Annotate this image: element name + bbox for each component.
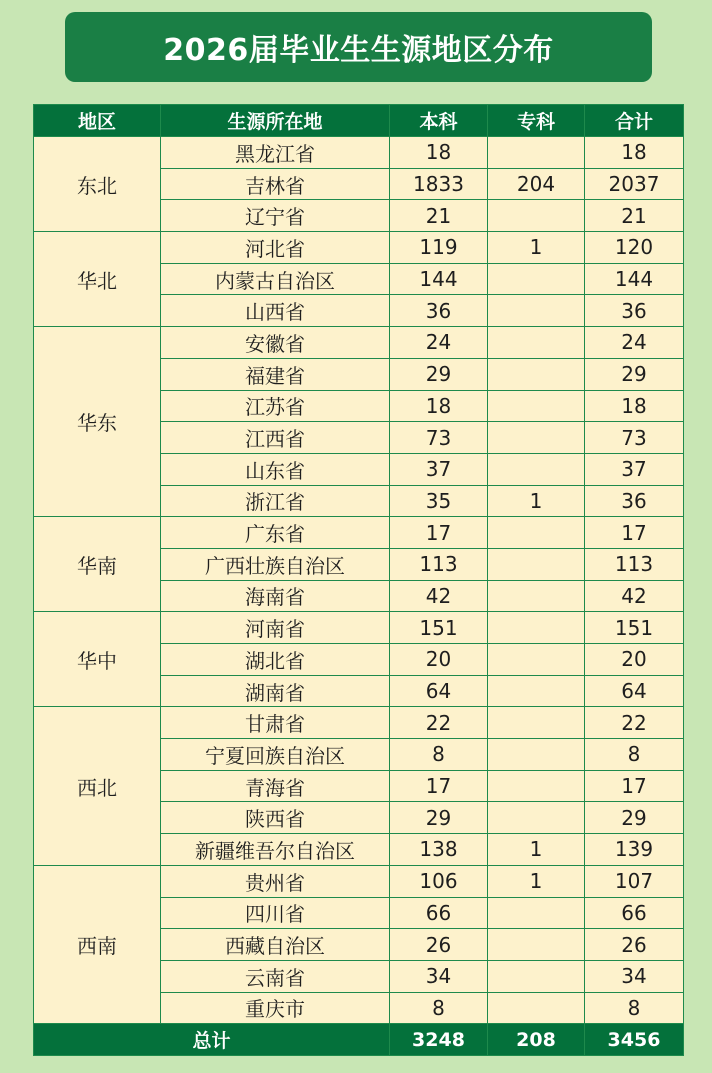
total-cell: 18 [585, 137, 684, 169]
place-cell: 陕西省 [161, 802, 390, 834]
header-region: 地区 [34, 105, 161, 137]
place-cell: 黑龙江省 [161, 137, 390, 169]
place-cell: 贵州省 [161, 865, 390, 897]
junior-college-cell [488, 327, 585, 359]
undergraduate-cell: 35 [390, 485, 488, 517]
total-cell: 34 [585, 960, 684, 992]
undergraduate-cell: 144 [390, 263, 488, 295]
footer-undergraduate: 3248 [390, 1024, 488, 1056]
junior-college-cell [488, 675, 585, 707]
total-cell: 17 [585, 517, 684, 549]
region-cell: 华南 [34, 517, 161, 612]
total-cell: 8 [585, 739, 684, 771]
place-cell: 江苏省 [161, 390, 390, 422]
undergraduate-cell: 36 [390, 295, 488, 327]
region-cell: 东北 [34, 137, 161, 232]
total-cell: 36 [585, 295, 684, 327]
undergraduate-cell: 37 [390, 453, 488, 485]
region-cell: 西南 [34, 865, 161, 1023]
junior-college-cell: 1 [488, 232, 585, 264]
place-cell: 西藏自治区 [161, 929, 390, 961]
total-cell: 21 [585, 200, 684, 232]
total-cell: 73 [585, 422, 684, 454]
place-cell: 辽宁省 [161, 200, 390, 232]
undergraduate-cell: 21 [390, 200, 488, 232]
footer-label: 总计 [34, 1024, 390, 1056]
junior-college-cell [488, 612, 585, 644]
junior-college-cell [488, 358, 585, 390]
footer-row [34, 1024, 684, 1056]
place-cell: 云南省 [161, 960, 390, 992]
place-cell: 四川省 [161, 897, 390, 929]
junior-college-cell [488, 200, 585, 232]
place-cell: 湖北省 [161, 644, 390, 676]
header-place: 生源所在地 [161, 105, 390, 137]
undergraduate-cell: 29 [390, 802, 488, 834]
region-cell: 华北 [34, 232, 161, 327]
place-cell: 内蒙古自治区 [161, 263, 390, 295]
junior-college-cell [488, 548, 585, 580]
junior-college-cell [488, 517, 585, 549]
table-row [34, 517, 684, 549]
total-cell: 22 [585, 707, 684, 739]
header-junior-college: 专科 [488, 105, 585, 137]
junior-college-cell [488, 929, 585, 961]
undergraduate-cell: 17 [390, 517, 488, 549]
undergraduate-cell: 119 [390, 232, 488, 264]
header-total: 合计 [585, 105, 684, 137]
junior-college-cell: 1 [488, 485, 585, 517]
total-cell: 144 [585, 263, 684, 295]
total-cell: 66 [585, 897, 684, 929]
place-cell: 河北省 [161, 232, 390, 264]
total-cell: 2037 [585, 168, 684, 200]
junior-college-cell [488, 422, 585, 454]
junior-college-cell [488, 295, 585, 327]
table-row [34, 612, 684, 644]
place-cell: 新疆维吾尔自治区 [161, 834, 390, 866]
total-cell: 36 [585, 485, 684, 517]
total-cell: 8 [585, 992, 684, 1024]
total-cell: 42 [585, 580, 684, 612]
footer-junior-college: 208 [488, 1024, 585, 1056]
undergraduate-cell: 17 [390, 770, 488, 802]
junior-college-cell: 204 [488, 168, 585, 200]
place-cell: 浙江省 [161, 485, 390, 517]
place-cell: 河南省 [161, 612, 390, 644]
total-cell: 113 [585, 548, 684, 580]
total-cell: 20 [585, 644, 684, 676]
junior-college-cell [488, 739, 585, 771]
junior-college-cell [488, 137, 585, 169]
junior-college-cell [488, 707, 585, 739]
undergraduate-cell: 151 [390, 612, 488, 644]
table-row [34, 865, 684, 897]
undergraduate-cell: 106 [390, 865, 488, 897]
place-cell: 重庆市 [161, 992, 390, 1024]
undergraduate-cell: 8 [390, 992, 488, 1024]
total-cell: 139 [585, 834, 684, 866]
region-cell: 华东 [34, 327, 161, 517]
place-cell: 广西壮族自治区 [161, 548, 390, 580]
undergraduate-cell: 73 [390, 422, 488, 454]
place-cell: 吉林省 [161, 168, 390, 200]
total-cell: 151 [585, 612, 684, 644]
undergraduate-cell: 113 [390, 548, 488, 580]
total-cell: 24 [585, 327, 684, 359]
total-cell: 29 [585, 358, 684, 390]
undergraduate-cell: 22 [390, 707, 488, 739]
header-undergraduate: 本科 [390, 105, 488, 137]
total-cell: 64 [585, 675, 684, 707]
table-row [34, 232, 684, 264]
distribution-table [33, 104, 684, 1056]
junior-college-cell [488, 263, 585, 295]
junior-college-cell [488, 580, 585, 612]
place-cell: 江西省 [161, 422, 390, 454]
place-cell: 湖南省 [161, 675, 390, 707]
junior-college-cell [488, 802, 585, 834]
undergraduate-cell: 34 [390, 960, 488, 992]
total-cell: 18 [585, 390, 684, 422]
total-cell: 120 [585, 232, 684, 264]
undergraduate-cell: 18 [390, 137, 488, 169]
total-cell: 37 [585, 453, 684, 485]
place-cell: 福建省 [161, 358, 390, 390]
footer-total: 3456 [585, 1024, 684, 1056]
undergraduate-cell: 18 [390, 390, 488, 422]
junior-college-cell [488, 960, 585, 992]
region-cell: 华中 [34, 612, 161, 707]
header-row [34, 105, 684, 137]
table-row [34, 707, 684, 739]
junior-college-cell: 1 [488, 865, 585, 897]
junior-college-cell [488, 390, 585, 422]
junior-college-cell: 1 [488, 834, 585, 866]
total-cell: 17 [585, 770, 684, 802]
junior-college-cell [488, 453, 585, 485]
junior-college-cell [488, 992, 585, 1024]
table-row [34, 137, 684, 169]
undergraduate-cell: 64 [390, 675, 488, 707]
place-cell: 甘肃省 [161, 707, 390, 739]
place-cell: 广东省 [161, 517, 390, 549]
undergraduate-cell: 1833 [390, 168, 488, 200]
undergraduate-cell: 26 [390, 929, 488, 961]
undergraduate-cell: 138 [390, 834, 488, 866]
place-cell: 安徽省 [161, 327, 390, 359]
total-cell: 26 [585, 929, 684, 961]
table-body [34, 137, 684, 1024]
region-cell: 西北 [34, 707, 161, 865]
undergraduate-cell: 24 [390, 327, 488, 359]
undergraduate-cell: 20 [390, 644, 488, 676]
total-cell: 107 [585, 865, 684, 897]
place-cell: 海南省 [161, 580, 390, 612]
undergraduate-cell: 8 [390, 739, 488, 771]
place-cell: 青海省 [161, 770, 390, 802]
place-cell: 山西省 [161, 295, 390, 327]
undergraduate-cell: 29 [390, 358, 488, 390]
place-cell: 山东省 [161, 453, 390, 485]
page-title: 2026届毕业生生源地区分布 [65, 12, 652, 82]
place-cell: 宁夏回族自治区 [161, 739, 390, 771]
undergraduate-cell: 42 [390, 580, 488, 612]
undergraduate-cell: 66 [390, 897, 488, 929]
junior-college-cell [488, 897, 585, 929]
total-cell: 29 [585, 802, 684, 834]
table-row [34, 327, 684, 359]
junior-college-cell [488, 644, 585, 676]
junior-college-cell [488, 770, 585, 802]
